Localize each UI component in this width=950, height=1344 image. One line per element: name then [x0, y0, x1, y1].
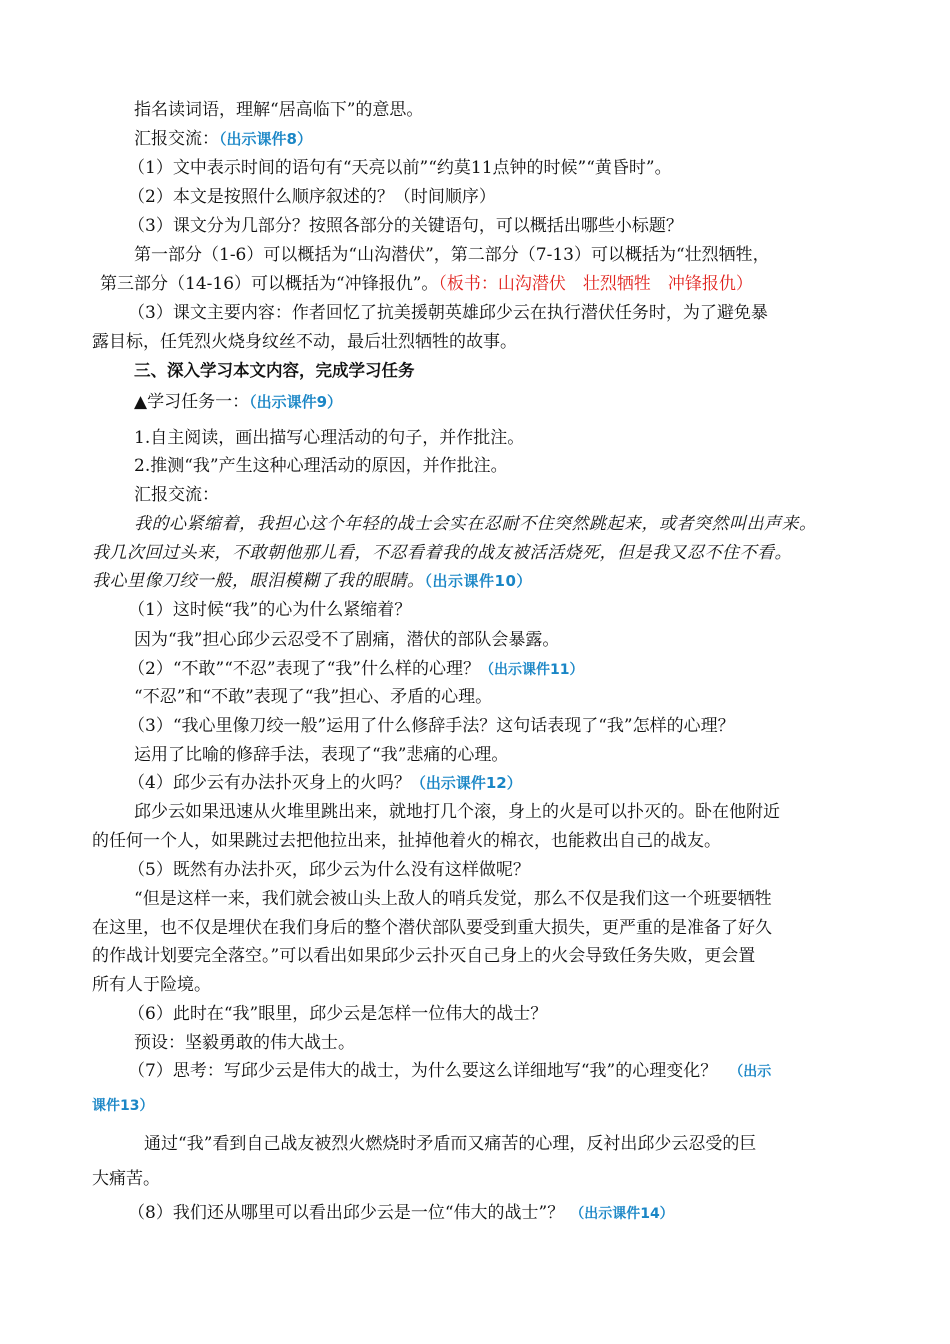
text-line [144, 1131, 756, 1157]
text-span: （1）文中表示时间的语句有“天亮以前”“约莫11点钟的时候”“黄昏时”。 [128, 158, 672, 178]
text-span: 在这里，也不仅是埋伏在我们身后的整个潜伏部队要受到重大损失，更严重的是准备了好久 [92, 918, 772, 938]
courseware-ref: （出示课件10） [424, 572, 532, 590]
text-span: 所有人于险境。 [92, 975, 211, 995]
text-line [128, 770, 522, 796]
text-line [134, 742, 508, 768]
text-span: 第一部分（1-6）可以概括为“山沟潜伏”，第二部分（7-13）可以概括为“壮烈牺牲， [134, 245, 770, 265]
text-span: （7）思考：写邱少云是伟大的战士，为什么要这么详细地写“我”的心理变化？ [128, 1061, 718, 1081]
text-span: 运用了比喻的修辞手法，表现了“我”悲痛的心理。 [134, 745, 509, 765]
text-span: 汇报交流： [134, 485, 219, 505]
text-span: 三、深入学习本文内容，完成学习任务 [134, 361, 415, 380]
text-span: “但是这样一来，我们就会被山头上敌人的哨兵发觉，那么不仅是我们这一个班要牺牲 [134, 889, 772, 909]
text-span: （3）课文主要内容：作者回忆了抗美援朝英雄邱少云在执行潜伏任务时，为了避免暴 [128, 303, 768, 323]
text-span: （2）“不敢”“不忍”表现了“我”什么样的心理？ [128, 659, 480, 679]
text-line [92, 828, 721, 854]
text-line [134, 684, 492, 710]
text-span: ▲学习任务一： [134, 392, 250, 412]
text-line [100, 271, 753, 297]
section-heading [134, 358, 415, 384]
text-span: （1）这时候“我”的心为什么紧缩着？ [128, 600, 412, 620]
text-line [134, 799, 780, 825]
text-span: 第三部分（14-16）可以概括为“冲锋报仇”。 [100, 274, 439, 294]
text-line [134, 242, 770, 268]
text-line [134, 627, 559, 653]
text-line [128, 1200, 674, 1227]
text-span: （4）邱少云有办法扑灭身上的火吗？ [128, 773, 411, 793]
text-span: 2.推测“我”产生这种心理活动的原因，并作批注。 [134, 456, 508, 476]
quote-line [92, 568, 532, 594]
text-line [134, 482, 219, 508]
text-line [128, 1058, 771, 1085]
text-line [134, 453, 508, 479]
text-line [92, 915, 772, 941]
text-span: 汇报交流： [134, 129, 219, 149]
text-line [92, 1092, 153, 1119]
text-line [134, 1030, 355, 1056]
board-writing: （板书：山沟潜伏 壮烈牺牲 冲锋报仇） [438, 274, 753, 294]
text-line [92, 329, 517, 355]
text-span: （5）既然有办法扑灭，邱少云为什么没有这样做呢？ [128, 860, 530, 880]
courseware-ref: （出示课件9） [249, 393, 343, 411]
text-line [134, 425, 524, 451]
courseware-ref: （出示课件11） [479, 662, 584, 678]
text-line [134, 126, 312, 152]
text-span: 我心里像刀绞一般，眼泪模糊了我的眼睛。 [92, 571, 425, 591]
text-span: 我的心紧缩着，我担心这个年轻的战士会实在忍耐不住突然跳起来，或者突然叫出声来。 [134, 514, 817, 534]
text-span: 邱少云如果迅速从火堆里跳出来，就地打几个滚，身上的火是可以扑灭的。卧在他附近 [134, 802, 780, 822]
text-span: （3）课文分为几部分？按照各部分的关键语句，可以概括出哪些小标题？ [128, 216, 683, 236]
text-line [128, 713, 735, 739]
text-span: 预设：坚毅勇敢的伟大战士。 [134, 1033, 355, 1053]
text-line [128, 184, 496, 210]
courseware-ref: （出示课件14） [570, 1206, 674, 1222]
quote-line [134, 511, 817, 537]
text-line [134, 389, 342, 415]
text-span: 通过“我”看到自己战友被烈火燃烧时矛盾而又痛苦的心理，反衬出邱少云忍受的巨 [144, 1134, 757, 1154]
text-span: 大痛苦。 [92, 1169, 160, 1189]
text-span: 我几次回过头来，不敢朝他那儿看，不忍看着我的战友被活活烧死，但是我又忍不住不看。 [92, 543, 792, 563]
text-span: “不忍”和“不敢”表现了“我”担心、矛盾的心理。 [134, 687, 493, 707]
courseware-ref: （出示课件12） [410, 774, 522, 792]
text-span: （3）“我心里像刀绞一般”运用了什么修辞手法？这句话表现了“我”怎样的心理？ [128, 716, 735, 736]
text-line [134, 97, 423, 123]
text-span: 指名读词语，理解“居高临下”的意思。 [134, 100, 424, 120]
text-line [134, 886, 772, 912]
text-line [128, 857, 530, 883]
courseware-ref: 课件13） [92, 1098, 154, 1114]
text-span: （6）此时在“我”眼里，邱少云是怎样一位伟大的战士？ [128, 1004, 548, 1024]
text-span: 1.自主阅读，画出描写心理活动的句子，并作批注。 [134, 428, 525, 448]
text-span: （8）我们还从哪里可以看出邱少云是一位“伟大的战士”？ [128, 1203, 565, 1223]
text-line [128, 300, 768, 326]
text-line [128, 1001, 547, 1027]
text-span: （2）本文是按照什么顺序叙述的？（时间顺序） [128, 187, 496, 207]
text-span: 露目标，任凭烈火烧身纹丝不动，最后壮烈牺牲的故事。 [92, 332, 517, 352]
text-span: 的任何一个人，如果跳过去把他拉出来，扯掉他着火的棉衣，也能救出自己的战友。 [92, 831, 721, 851]
text-line [128, 597, 411, 623]
text-line [92, 943, 755, 969]
courseware-ref: （出示 [729, 1064, 772, 1080]
text-line [128, 656, 583, 683]
text-line [92, 1166, 160, 1192]
text-span: 因为“我”担心邱少云忍受不了剧痛，潜伏的部队会暴露。 [134, 630, 560, 650]
courseware-ref: （出示课件8） [219, 130, 312, 148]
text-span: 的作战计划要完全落空。”可以看出如果邱少云扑灭自己身上的火会导致任务失败，更会置 [92, 946, 756, 966]
text-line [92, 972, 211, 998]
text-line [128, 213, 683, 239]
text-line [128, 155, 672, 181]
quote-line [92, 540, 792, 566]
